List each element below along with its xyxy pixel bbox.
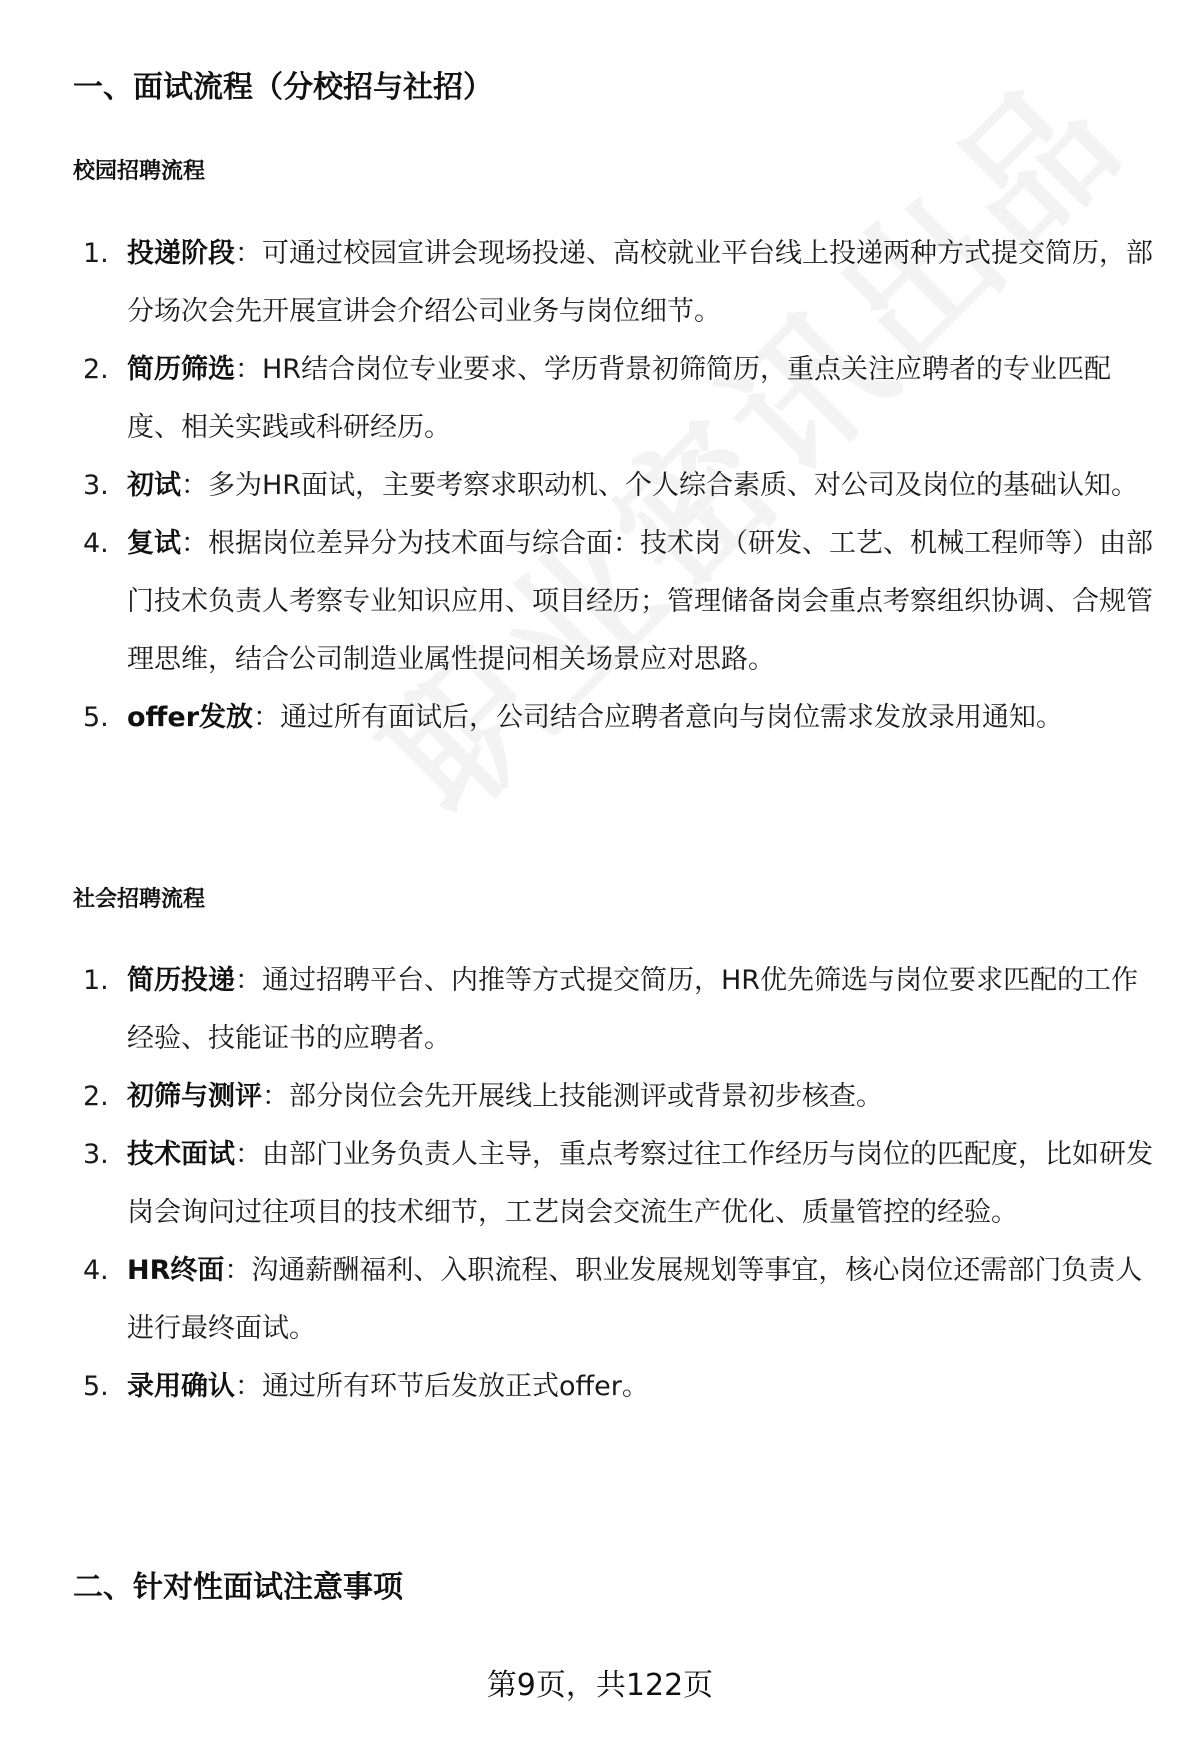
item-separator: ： (181, 528, 208, 559)
page-number: 第9页，共122页 (486, 1668, 714, 1703)
item-separator: ： (181, 470, 208, 501)
campus-list (0, 225, 1200, 747)
item-number: 5. (83, 702, 109, 733)
item-separator: ： (235, 238, 262, 269)
item-term: offer发放 (127, 702, 254, 733)
list-item (0, 689, 1200, 747)
campus-heading: 校园招聘流程 (73, 159, 206, 184)
item-separator: ： (235, 354, 262, 385)
item-term: 初试 (127, 470, 181, 501)
list-item (0, 515, 1200, 689)
item-separator: ： (235, 1371, 262, 1402)
social-list (0, 952, 1200, 1416)
item-term: 初筛与测评 (127, 1081, 262, 1112)
item-term: 技术面试 (127, 1139, 235, 1170)
list-item (0, 457, 1200, 515)
item-text: 由部门业务负责人主导，重点考察过往工作经历与岗位的匹配度，比如研发岗会询问过往项目的技术细节，工艺岗会交流生产优化、质量管控的经验。 (127, 1139, 1153, 1228)
item-number: 2. (83, 1081, 109, 1112)
item-number: 1. (83, 965, 109, 996)
item-number: 5. (83, 1371, 109, 1402)
list-item (0, 341, 1200, 457)
item-number: 1. (83, 238, 109, 269)
item-term: 简历筛选 (127, 354, 235, 385)
list-item (0, 1126, 1200, 1242)
item-term: HR终面 (127, 1255, 225, 1286)
item-text: 可通过校园宣讲会现场投递、高校就业平台线上投递两种方式提交简历，部分场次会先开展宣讲会介绍公司业务与岗位细节。 (127, 238, 1153, 327)
item-text: 通过所有面试后，公司结合应聘者意向与岗位需求发放录用通知。 (280, 702, 1064, 733)
list-item (0, 1242, 1200, 1358)
item-separator: ： (253, 702, 281, 733)
item-term: 复试 (127, 528, 181, 559)
list-item (0, 1358, 1200, 1416)
item-text: 通过所有环节后发放正式offer。 (262, 1371, 649, 1402)
item-separator: ： (262, 1081, 289, 1112)
item-separator: ： (235, 1139, 262, 1170)
list-item (0, 225, 1200, 341)
item-text: 沟通薪酬福利、入职流程、职业发展规划等事宜，核心岗位还需部门负责人进行最终面试。 (127, 1255, 1143, 1344)
list-item (0, 952, 1200, 1068)
item-text: 根据岗位差异分为技术面与综合面：技术岗（研发、工艺、机械工程师等）由部门技术负责人考察专业知识应用、项目经历；管理储备岗会重点考察组织协调、合规管理思维，结合公司制造业属性提问相关场景应对思路。 (127, 528, 1153, 675)
list-item (0, 1068, 1200, 1126)
item-text: 通过招聘平台、内推等方式提交简历，HR优先筛选与岗位要求匹配的工作经验、技能证书的应聘者。 (127, 965, 1139, 1054)
item-number: 4. (83, 1255, 109, 1286)
item-number: 2. (83, 354, 109, 385)
item-number: 3. (83, 470, 109, 501)
item-text: 多为HR面试，主要考察求职动机、个人综合素质、对公司及岗位的基础认知。 (208, 470, 1139, 501)
social-heading: 社会招聘流程 (73, 887, 206, 912)
item-term: 录用确认 (127, 1371, 235, 1402)
item-text: 部分岗位会先开展线上技能测评或背景初步核查。 (289, 1081, 883, 1112)
item-term: 简历投递 (127, 965, 235, 996)
item-number: 3. (83, 1139, 109, 1170)
item-term: 投递阶段 (127, 238, 235, 269)
item-text: HR结合岗位专业要求、学历背景初筛简历，重点关注应聘者的专业匹配度、相关实践或科研经历。 (127, 354, 1112, 443)
section-2-title: 二、针对性面试注意事项 (73, 1570, 403, 1605)
section-1-title: 一、面试流程（分校招与社招） (73, 70, 493, 105)
item-separator: ： (224, 1255, 252, 1286)
item-separator: ： (235, 965, 262, 996)
item-number: 4. (83, 528, 109, 559)
